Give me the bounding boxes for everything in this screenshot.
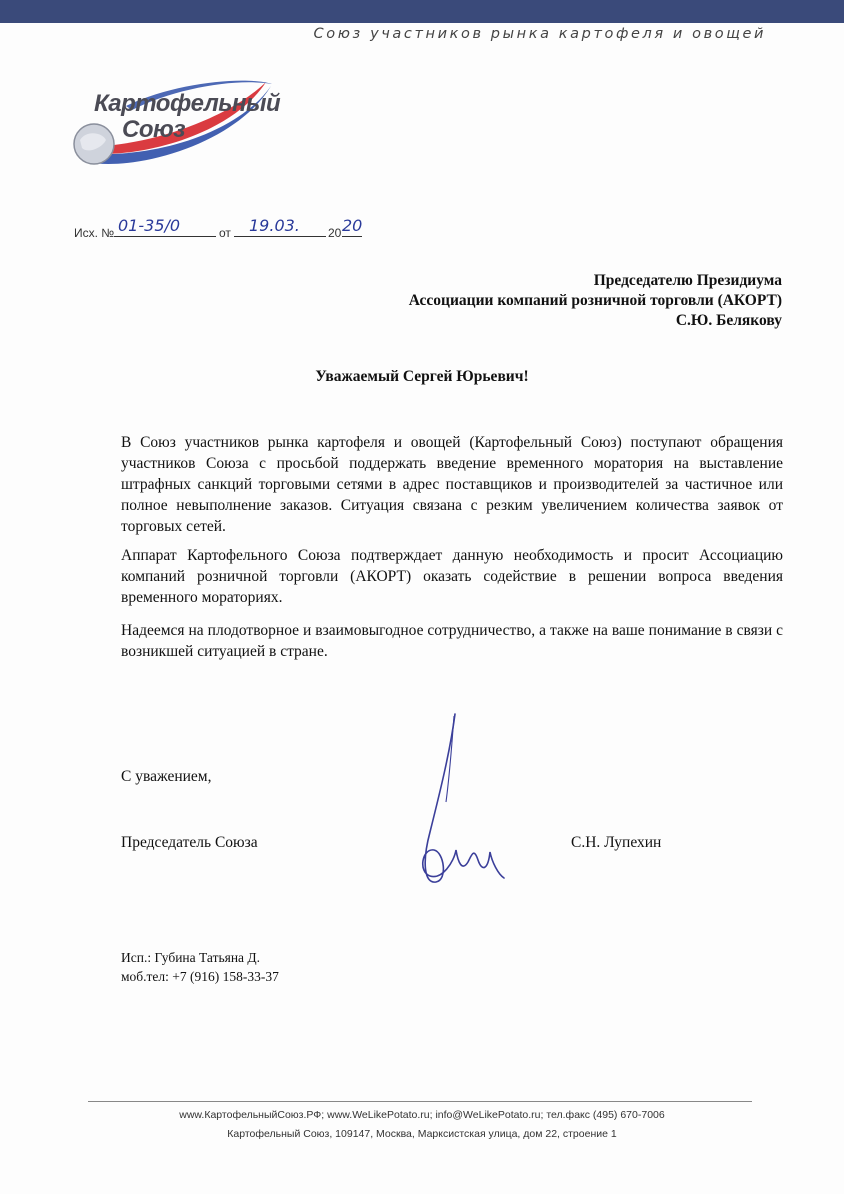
addressee-line3: С.Ю. Белякову [675, 312, 782, 329]
addressee-line2: Ассоциации компаний розничной торговли (АКОРТ) [408, 292, 782, 309]
salutation: Уважаемый Сергей Юрьевич! [315, 368, 529, 385]
year-underline [342, 236, 362, 237]
logo-line2: Союз [122, 116, 185, 143]
logo-line1: Картофельный [94, 90, 281, 117]
header-bar [0, 0, 844, 23]
outgoing-year: 20 [342, 216, 363, 235]
date-label: от [219, 226, 231, 240]
outgoing-number: 01-35/0 [118, 216, 181, 235]
footer-contacts: www.КартофельныйСоюз.РФ; www.WeLikePotato.ru; info@WeLikePotato.ru; тел.факс (495) 670-7006 [179, 1109, 665, 1121]
number-underline [114, 236, 216, 237]
addressee-block [409, 271, 782, 331]
footer-divider [88, 1101, 752, 1102]
outgoing-number-block [74, 214, 374, 244]
executor-name: Исп.: Губина Татьяна Д. [121, 950, 261, 965]
body-paragraph-2: Аппарат Картофельного Союза подтверждает данную необходимость и просит Ассоциацию компаний розничной торговли (АКОРТ) оказать содействие в решении вопроса введения временного мораториях. [121, 547, 783, 606]
executor-block [121, 948, 279, 986]
closing-regards: С уважением, [121, 768, 212, 785]
signer-name: С.Н. Лупехин [571, 834, 662, 851]
outgoing-date: 19.03. [249, 216, 300, 235]
year-prefix: 20 [328, 226, 342, 240]
footer-address: Картофельный Союз, 109147, Москва, Марксистская улица, дом 22, строение 1 [227, 1128, 617, 1140]
number-label: Исх. № [74, 226, 115, 240]
signer-position: Председатель Союза [121, 834, 258, 851]
body-paragraph-3: Надеемся на плодотворное и взаимовыгодное сотрудничество, а также на ваше понимание в связи с возникшей ситуацией в стране. [121, 622, 783, 660]
date-underline [234, 236, 326, 237]
organization-name: Союз участников рынка картофеля и овощей [313, 26, 766, 42]
addressee-line1: Председателю Президиума [593, 272, 782, 289]
executor-phone: моб.тел: +7 (916) 158-33-37 [121, 969, 279, 984]
handwritten-signature [400, 712, 520, 892]
body-paragraph-1: В Союз участников рынка картофеля и овощей (Картофельный Союз) поступают обращения участников Союза с просьбой поддержать введение временного моратория на выставление штрафных санкций торговыми сетями в адрес поставщиков и производителей за частичное или полное невыполнение заказов. Ситуация связана с резким увеличением количества заявок от торговых сетей. [121, 434, 783, 535]
